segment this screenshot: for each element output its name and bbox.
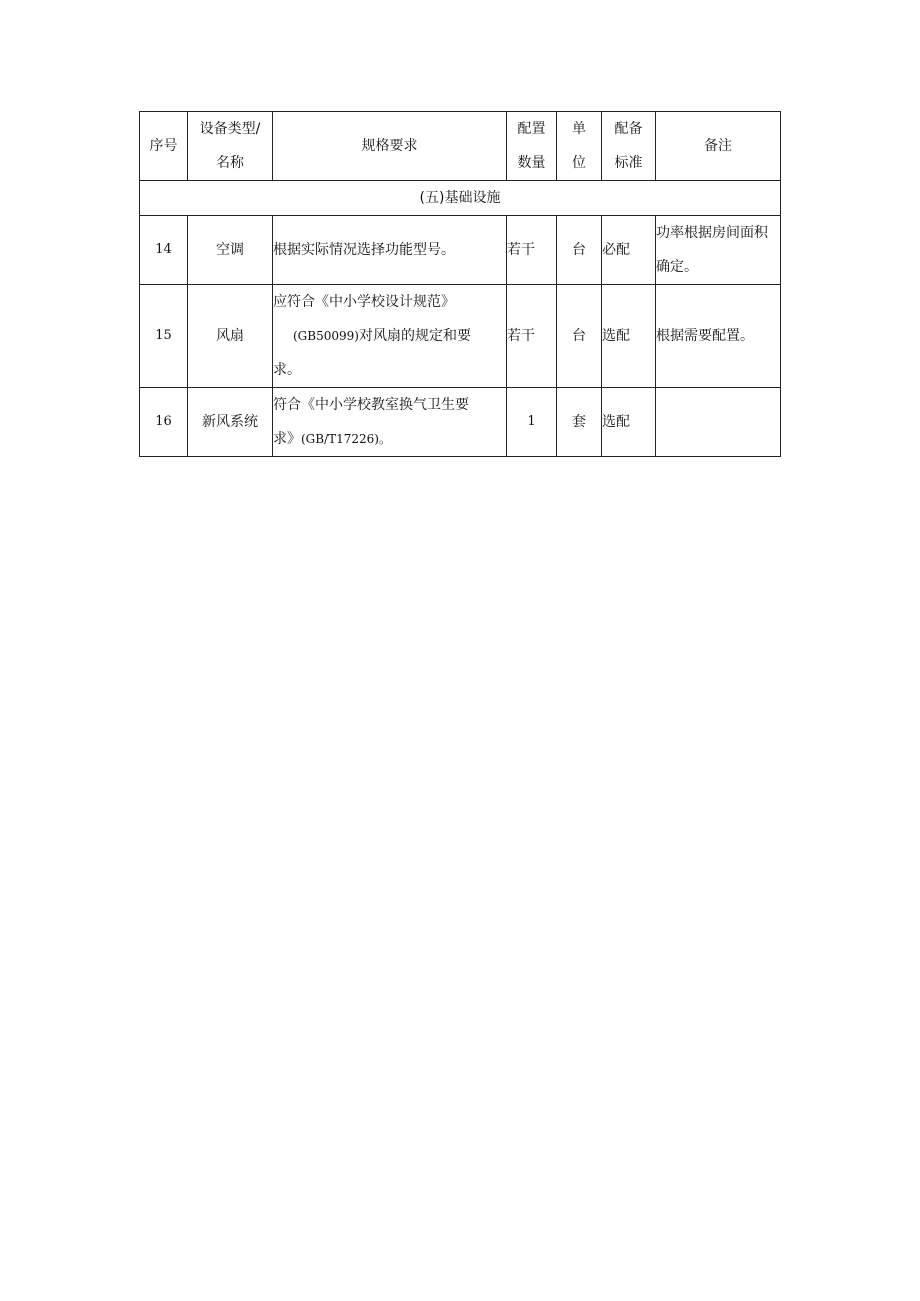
row-standard: 必配 [602, 216, 656, 285]
section-row [140, 181, 781, 216]
row-spec-line1: 符合《中小学校教室换气卫生要 [273, 397, 469, 413]
row-spec: 根据实际情况选择功能型号。 [273, 216, 507, 285]
section-title: (五)基础设施 [140, 181, 781, 216]
header-qty [507, 112, 557, 181]
row-unit: 台 [557, 216, 602, 285]
row-spec-line1: 应符合《中小学校设计规范》 [273, 294, 455, 310]
row-spec-code: (GB50099) [293, 329, 359, 343]
row-note [656, 388, 781, 457]
row-qty: 1 [507, 388, 557, 457]
header-name [188, 112, 273, 181]
row-spec-line3: 求。 [273, 362, 301, 378]
row-spec [273, 285, 507, 388]
header-no: 序号 [140, 112, 188, 181]
header-qty-line1: 配置 [517, 121, 546, 137]
row-spec-line2-text: 求》 [273, 431, 301, 447]
table-row [140, 216, 781, 285]
row-note [656, 216, 781, 285]
header-name-line1: 设备类型/ [199, 121, 261, 137]
header-note: 备注 [656, 112, 781, 181]
header-standard [602, 112, 656, 181]
row-qty: 若干 [507, 285, 557, 388]
row-qty: 若干 [507, 216, 557, 285]
row-note-line2: 确定。 [656, 259, 698, 275]
header-spec: 规格要求 [273, 112, 507, 181]
header-standard-line2: 标准 [614, 155, 643, 171]
row-no: 16 [140, 388, 188, 457]
header-unit-line2: 位 [572, 155, 586, 171]
row-spec-line2-text: 对风扇的规定和要 [358, 328, 471, 344]
row-name: 空调 [188, 216, 273, 285]
row-spec-code: (GB/T17226)。 [301, 432, 391, 446]
header-unit-line1: 单 [572, 121, 586, 137]
row-no: 15 [140, 285, 188, 388]
row-note: 根据需要配置。 [656, 285, 781, 388]
header-standard-line1: 配备 [614, 121, 643, 137]
row-no: 14 [140, 216, 188, 285]
header-unit [557, 112, 602, 181]
row-spec [273, 388, 507, 457]
table-row [140, 388, 781, 457]
row-standard: 选配 [602, 388, 656, 457]
row-name: 新风系统 [188, 388, 273, 457]
header-row [140, 112, 781, 181]
table-row [140, 285, 781, 388]
header-qty-line2: 数量 [517, 155, 546, 171]
header-name-line2: 名称 [216, 155, 244, 171]
row-standard: 选配 [602, 285, 656, 388]
row-name: 风扇 [188, 285, 273, 388]
equipment-table [139, 111, 781, 457]
row-spec-line2 [273, 319, 506, 353]
row-note-line1: 功率根据房间面积 [656, 225, 768, 241]
row-unit: 台 [557, 285, 602, 388]
row-unit: 套 [557, 388, 602, 457]
row-spec-line2 [273, 422, 506, 456]
